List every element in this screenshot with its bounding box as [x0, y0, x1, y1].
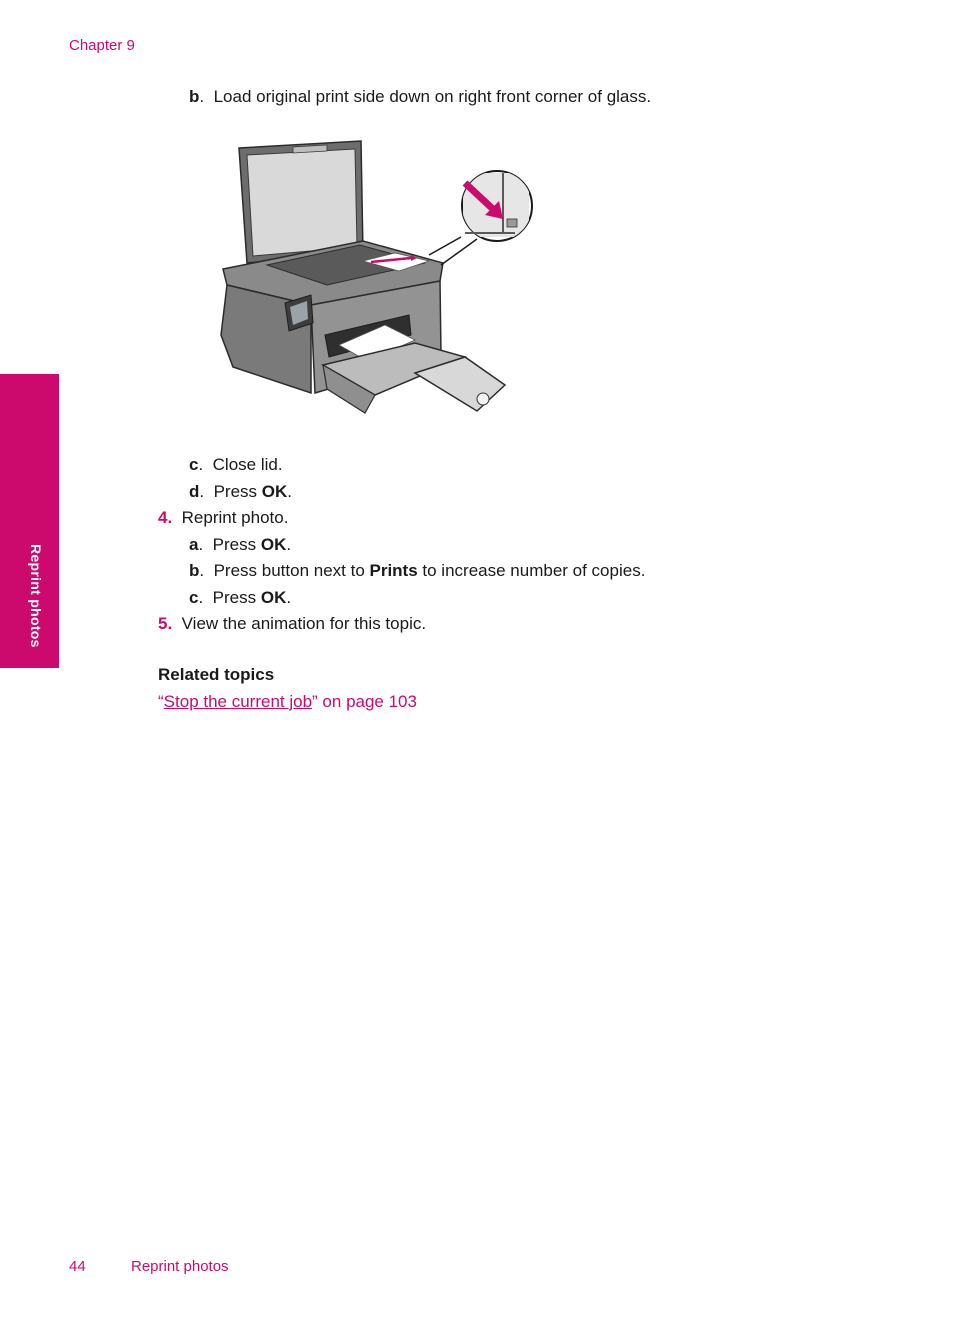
step-number: 4. [158, 508, 173, 527]
step-dot: . [199, 561, 205, 580]
page-reference: ” on page 103 [312, 692, 417, 711]
step-letter: b [189, 561, 200, 580]
step-dot: . [198, 588, 204, 607]
step-suffix: . [286, 535, 292, 554]
step-text: Close lid. [212, 455, 283, 474]
page-number: 44 [69, 1258, 86, 1275]
step-text: Press [212, 588, 261, 607]
step-letter: a [189, 535, 199, 554]
step-b-load-original [189, 87, 651, 107]
step-4-reprint-photo [158, 508, 288, 528]
step-dot: . [199, 482, 205, 501]
step-dot: . [198, 455, 204, 474]
open-quote: “ [158, 692, 164, 711]
step-letter: c [189, 588, 199, 607]
step-letter: b [189, 87, 200, 106]
step-d-press-ok [189, 482, 292, 502]
step-letter: c [189, 455, 199, 474]
side-tab-text: Reprint photos [28, 544, 44, 648]
step-text: Press [213, 482, 262, 501]
step-a-press-ok [189, 535, 291, 555]
step-text: Press button next to [213, 561, 370, 580]
related-topic-item [158, 692, 417, 712]
step-text: Press [212, 535, 261, 554]
footer-section-title: Reprint photos [131, 1258, 229, 1275]
step-bold: OK [261, 482, 288, 501]
step-c-press-ok [189, 588, 291, 608]
step-suffix: . [287, 482, 292, 501]
step-text: View the animation for this topic. [181, 614, 427, 633]
step-bold: Prints [369, 561, 418, 580]
step-c-close-lid [189, 455, 283, 475]
step-bold: OK [260, 588, 287, 607]
step-5-view-animation [158, 614, 426, 634]
related-topics-heading: Related topics [158, 665, 275, 684]
step-dot: . [198, 535, 204, 554]
step-number: 5. [158, 614, 173, 633]
step-suffix: . [286, 588, 292, 607]
chapter-header: Chapter 9 [69, 37, 135, 54]
printer-illustration [215, 135, 540, 420]
step-letter: d [189, 482, 200, 501]
step-text: Reprint photo. [181, 508, 289, 527]
step-suffix: to increase number of copies. [417, 561, 646, 580]
stop-current-job-link[interactable]: Stop the current job [163, 692, 313, 711]
step-b-press-prints [189, 561, 645, 581]
step-dot: . [199, 87, 205, 106]
step-bold: OK [260, 535, 287, 554]
step-text: Load original print side down on right front corner of glass. [213, 87, 652, 106]
